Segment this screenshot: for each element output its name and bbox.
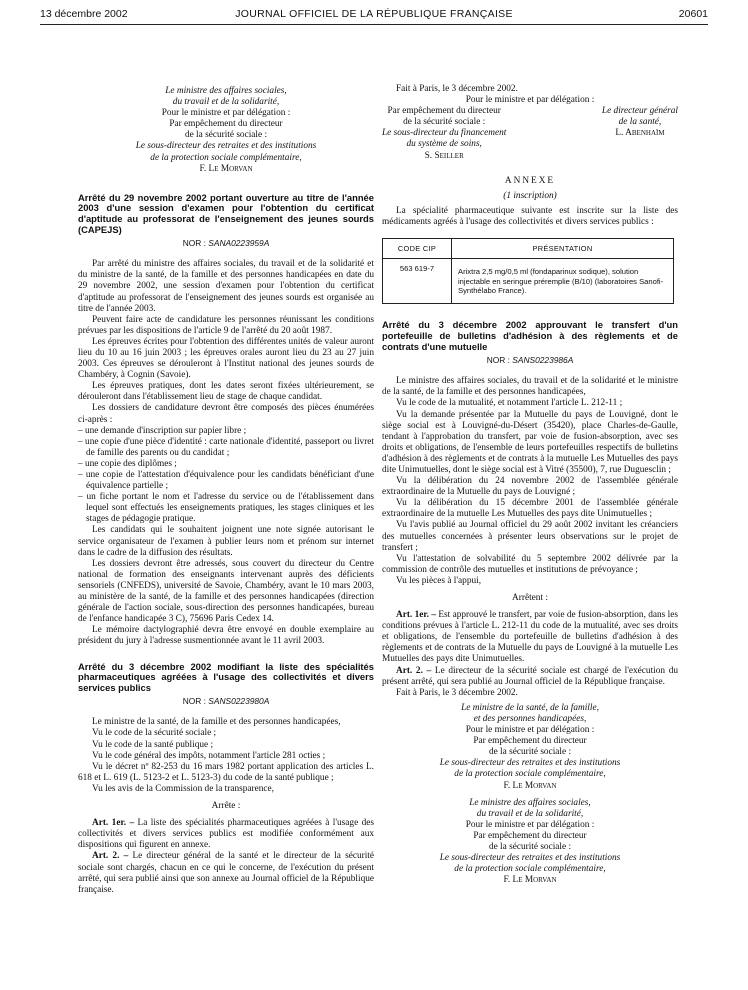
list-item: – une demande d'inscription sur papier libre ; [78, 425, 247, 436]
sig-line: Le sous-directeur du financement [382, 128, 507, 139]
paragraph: Vu la délibération du 24 novembre 2002 de l'assemblée générale extraordinaire de la Mutuelle du pays de Louvigné ; [382, 476, 678, 498]
paragraph: Vu le code général des impôts, notamment l'article 281 octies ; [92, 750, 326, 761]
annexe-table [382, 238, 674, 304]
right-column [382, 84, 678, 886]
list-item: – un fiche portant le nom et l'adresse du service ou de l'établissement dans lequel sont effectués les enseignements pratiques, les stages cliniques et les stages de pédagogie pratique. [78, 492, 374, 525]
sig-line: de la sécurité sociale : [184, 130, 268, 141]
sig-line: de la santé, [618, 117, 662, 128]
sig-line: Le sous-directeur des retraites et des institutions [439, 853, 621, 864]
fait-line: Fait à Paris, le 3 décembre 2002. [396, 687, 518, 698]
paragraph: Vu le décret nº 82-253 du 16 mars 1982 portant application des articles L. 618 et L. 619 (L. 5123-2 et L. 5123-3) du code de la santé publique ; [78, 761, 374, 783]
sig-line: du travail et de la solidarité, [172, 97, 280, 108]
page-header [40, 8, 708, 22]
sig-line: Le sous-directeur des retraites et des institutions [439, 758, 621, 769]
list-item: – une copie d'une pièce d'identité : carte nationale d'identité, passeport ou livret de famille des parents ou du candidat ; [78, 436, 374, 458]
arrete-heading: Arrête : [211, 801, 241, 812]
article-2: Art. 2. – Le directeur de la sécurité sociale est chargé de l'exécution du présent arrêté, qui sera publié au Journal officiel de la République française. [382, 665, 679, 687]
nor-reference-3: NOR : SANS0223986A [486, 355, 574, 366]
paragraph: Le mémoire dactylographié devra être envoyé en double exemplaire au président du jury à l'adresse susmentionnée avant le 11 avril 2003. [78, 625, 374, 647]
sig-line: Par empêchement du directeur [169, 119, 283, 130]
nor-reference-2: NOR : SANS0223980A [182, 696, 270, 707]
list-item: – une copie de l'attestation d'équivalence pour les candidats bénéficiant d'une équivalence partielle ; [78, 470, 374, 492]
sig-line: de la protection sociale complémentaire, [150, 152, 302, 163]
sig-line: Le sous-directeur des retraites et des institutions [135, 141, 317, 152]
signature-block-4 [382, 798, 678, 887]
paragraph: Vu l'avis publié au Journal officiel du 29 août 2002 invitant les créanciers des mutuelles concernées à présenter leurs observations sur le projet de transfert ; [382, 520, 678, 553]
article-2: Art. 2. – Le directeur général de la santé et le directeur de la sécurité sociale sont chargés, chacun en ce qui le concerne, de l'exécution du présent arrêté, qui sera publié ainsi que son annexe au Journal officiel de la République française. [78, 851, 375, 895]
sig-line: du système de soins, [406, 139, 482, 150]
page-number: 20601 [678, 8, 708, 20]
paragraph: Peuvent faire acte de candidature les personnes réunissant les conditions prévues par les dispositions de l'article 9 de l'arrêté du 20 août 1987. [78, 314, 374, 336]
table-cell: Arixtra 2,5 mg/0,5 ml (fondaparinux sodique), solution injectable en seringue préremplie (B/10) (laboratoires Sanofi-Synthélabo France). [452, 259, 674, 304]
paragraph: Vu le code de la sécurité sociale ; [92, 728, 217, 739]
paragraph: Les épreuves écrites pour l'obtention des différentes unités de valeur auront lieu du 10 au 16 juin 2003 ; les épreuves orales auront lieu du 23 au 27 juin 2003. Ces épreuves se dérouleront à l'Institut national des jeunes sourds de Chambéry, à Cognin (Savoie). [78, 336, 374, 381]
paragraph: Par arrêté du ministre des affaires sociales, du travail et de la solidarité et du ministre de la santé, de la famille et des personnes handicapées en date du 29 novembre 2002, une session d'examen pour l'obtention du certificat d'aptitude au professorat de l'enseignement des jeunes sourds est organisée au titre de l'année 2003. [78, 259, 374, 314]
signatory-name: L. Abenhaïm [615, 128, 665, 139]
sig-line: et des personnes handicapées, [473, 713, 587, 724]
sig-line: Le ministre des affaires sociales, [469, 797, 591, 808]
sig-line: Pour le ministre et par délégation : [161, 108, 291, 119]
sig-line: Le ministre des affaires sociales, [165, 86, 287, 96]
signatory-name: S. Seiller [424, 150, 464, 161]
paragraph: Les dossiers devront être adressés, sous couvert du directeur du Centre national de formation des enseignants intervenant auprès des déficients sensoriels (CNFEDS), université de Savoie, Chambéry, avant le 10 mars 2003, au ministère de la santé, de la famille et des personnes handicapées (direction générale de l'action sociale, sous-direction des personnes handicapées, bureau de l'enfance handicapée 3 C), 75696 Paris Cedex 14. [78, 558, 374, 625]
decree-title-3: Arrêté du 3 décembre 2002 approuvant le transfert d'un portefeuille de bulletins d'adhésion à des règlements et de contrats d'une mutuelle [382, 319, 678, 352]
table-cell: 563 619-7 [383, 259, 452, 304]
signature-block-2 [382, 106, 678, 161]
sig-line: de la protection sociale complémentaire, [454, 769, 606, 780]
article-1: Art. 1er. – Est approuvé le transfert, par voie de fusion-absorption, dans les conditions prévues à l'article L. 212-11 du code de la mutualité, avec ses droits et obligations, de l'ensemble du portefeuille de bulletins d'adhésion à des règlements et de contrats de la Mutuelle du pays de Louvigné à la mutuelle Les Mutuelles des pays dite Unimutuelles. [382, 610, 678, 665]
sig-line: Le directeur général [601, 106, 678, 117]
paragraph: Vu les avis de la Commission de la transparence, [92, 783, 274, 794]
sig-line: Par empêchement du directeur [473, 830, 587, 841]
paragraph: Vu les pièces à l'appui, [396, 575, 482, 586]
nor-reference-1: NOR : SANA0223959A [182, 238, 270, 249]
paragraph: Le ministre de la santé, de la famille et des personnes handicapées, [92, 717, 341, 728]
sig-line: Pour le ministre et par délégation : [465, 725, 595, 736]
signature-left [382, 106, 506, 161]
paragraph: Vu l'attestation de solvabilité du 5 septembre 2002 délivrée par la commission de contrôle des mutuelles et institutions de prévoyance ; [382, 553, 678, 575]
annexe-heading: ANNEXE [504, 175, 556, 186]
sig-line: de la protection sociale complémentaire, [454, 864, 606, 875]
signature-block-3 [382, 703, 678, 792]
header-date: 13 décembre 2002 [40, 8, 128, 20]
delegation-line: Pour le ministre et par délégation : [465, 95, 595, 106]
sig-line: du travail et de la solidarité, [476, 808, 584, 819]
sig-line: Pour le ministre et par délégation : [465, 819, 595, 830]
table-row [383, 259, 674, 304]
signatory-name: F. Le Morvan [199, 163, 253, 174]
paragraph: Vu le code de la mutualité, et notamment l'article L. 212-11 ; [396, 398, 623, 409]
arrete-heading: Arrêtent : [512, 593, 548, 603]
journal-title: JOURNAL OFFICIEL DE LA RÉPUBLIQUE FRANÇAISE [235, 8, 513, 20]
signature-right [602, 106, 678, 161]
sig-line: de la sécurité sociale : [488, 747, 572, 758]
signatory-name: F. Le Morvan [503, 875, 557, 886]
list-item: – une copie des diplômes ; [78, 458, 177, 469]
paragraph: Les candidats qui le souhaitent joignent une note signée autorisant le service organisateur de l'examen à publier leurs nom et prénom sur internet dans le cadre de la diffusion des résultats. [78, 525, 374, 558]
annexe-subheading: (1 inscription) [503, 190, 557, 201]
signature-block-1 [78, 86, 374, 175]
sig-line: de la sécurité sociale : [488, 841, 572, 852]
paragraph: Vu le code de la santé publique ; [92, 739, 214, 750]
sig-line: Par empêchement du directeur [473, 736, 587, 747]
sig-line: de la sécurité sociale : [403, 117, 486, 128]
paragraph: Les dossiers de candidature devront être composés des pièces énumérées ci-après : [78, 403, 374, 425]
sig-line: Le ministre de la santé, de la famille, [461, 702, 599, 713]
sig-line: Par empêchement du directeur [387, 106, 501, 117]
left-column [78, 86, 374, 896]
paragraph: Vu la délibération du 15 décembre 2001 de l'assemblée générale extraordinaire de la mutuelle Les Mutuelles des pays dite Unimutuelles ; [382, 498, 678, 520]
paragraph: Les épreuves pratiques, dont les dates seront fixées ultérieurement, se dérouleront dans l'établissement lieu de stage de chaque candidat. [78, 381, 374, 403]
decree-title-1: Arrêté du 29 novembre 2002 portant ouverture au titre de l'année 2003 d'une session d'examen pour l'obtention du certificat d'aptitude au professorat de l'enseignement des jeunes sourds (CAPEJS) [78, 191, 374, 235]
header-rule [40, 24, 708, 25]
table-header: PRÉSENTATION [452, 239, 674, 259]
paragraph: Vu la demande présentée par la Mutuelle du pays de Louvigné, dont le siège social est à Louvigné-du-Désert (35420), place Charles-de-Gaulle, tendant à l'approbation du transfert, par voie de fusion-absorption, avec ses droits et obligations, de l'ensemble de leurs portefeuilles respectifs de bulletins d'adhésion à des règlements et de contrats à la mutuelle Les Mutuelles des pays dite Unimutuelles, dont le siège social est à Vitré (35500), 7, rue Duguesclin ; [382, 409, 678, 475]
fait-line: Fait à Paris, le 3 décembre 2002. [396, 84, 518, 94]
table-header: CODE CIP [383, 239, 452, 259]
article-1: Art. 1er. – La liste des spécialités pharmaceutiques agréées à l'usage des collectivités et divers services publics est modifiée conformément aux dispositions qui figurent en annexe. [78, 818, 375, 851]
annexe-text: La spécialité pharmaceutique suivante est inscrite sur la liste des médicaments agréés à l'usage des collectivités et divers services publics : [382, 205, 678, 227]
decree-title-2: Arrêté du 3 décembre 2002 modifiant la liste des spécialités pharmaceutiques agréées à l'usage des collectivités et divers services publics [78, 660, 374, 693]
signatory-name: F. Le Morvan [503, 780, 557, 791]
paragraph: Le ministre des affaires sociales, du travail et de la solidarité et le ministre de la santé, de la famille et des personnes handicapées, [382, 376, 678, 398]
